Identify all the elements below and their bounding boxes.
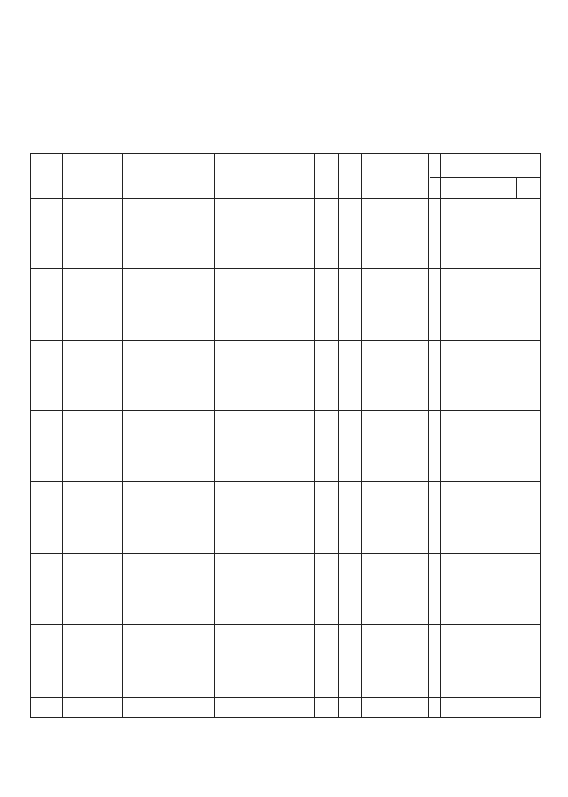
group-separator bbox=[30, 624, 540, 625]
group-separator bbox=[30, 481, 540, 482]
parts-table bbox=[30, 153, 540, 718]
group-separator bbox=[30, 268, 540, 269]
group-separator bbox=[30, 340, 540, 341]
group-separator bbox=[30, 697, 540, 698]
group-separator bbox=[30, 410, 540, 411]
group-separator bbox=[30, 553, 540, 554]
